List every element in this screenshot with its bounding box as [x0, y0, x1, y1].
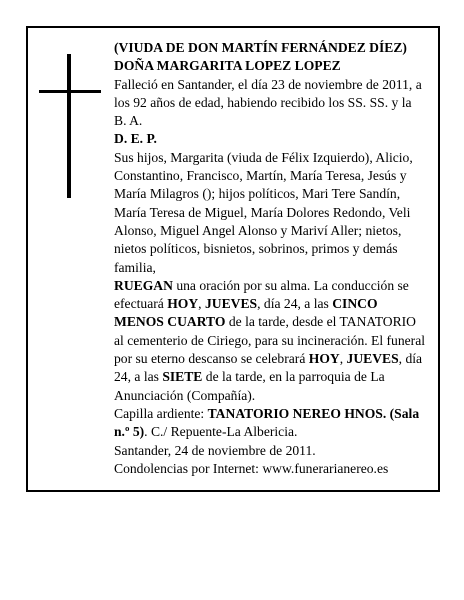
date-place: Santander, 24 de noviembre de 2011.	[114, 442, 316, 458]
widow-line: (VIUDA DE DON MARTÍN FERNÁNDEZ DÍEZ)	[114, 40, 407, 55]
chapel-info: Capilla ardiente: TANATORIO NEREO HNOS. (Sala n.º 5). C./ Repuente-La Albericia.	[114, 405, 420, 440]
cross-icon-bar	[39, 90, 101, 93]
condolences-line: Condolencias por Internet: www.funerarianereo.es	[114, 460, 389, 476]
obituary-text	[114, 39, 426, 478]
deceased-name: DOÑA MARGARITA LOPEZ LOPEZ	[114, 58, 341, 74]
ceremony-info: RUEGAN una oración por su alma. La conducción se efectuará HOY, JUEVES, día 24, a las CINCO MENOS CUARTO de la tarde, desde el TANATORIO al cementerio de Ciriego, para su incineración. El funeral por su eterno descanso se celebrará HOY, JUEVES, día 24, a las SIETE de la tarde, en la parroquia de La Anunciación (Compañía).	[114, 277, 426, 403]
dep-line: D. E. P.	[114, 131, 157, 147]
ruegan-label: RUEGAN	[114, 277, 173, 293]
family-list: Sus hijos, Margarita (viuda de Félix Izquierdo), Alicio, Constantino, Francisco, Martín, María Teresa, Jesús y María Milagros (); hijos políticos, Mari Tere Sandín, María Teresa de Miguel, María Dolores Redondo, Veli Alonso, Miguel Angel Alonso y Mariví Aller; nietos, nietos políticos, bisnietos, sobrinos, primos y demás familia,	[114, 149, 413, 275]
cross-icon	[67, 54, 71, 198]
death-info: Falleció en Santander, el día 23 de noviembre de 2011, a los 92 años de edad, habiendo recibido los SS. SS. y la B. A.	[114, 76, 422, 129]
chapel-name: TANATORIO NEREO HNOS. (Sala n.º 5)	[114, 405, 420, 440]
